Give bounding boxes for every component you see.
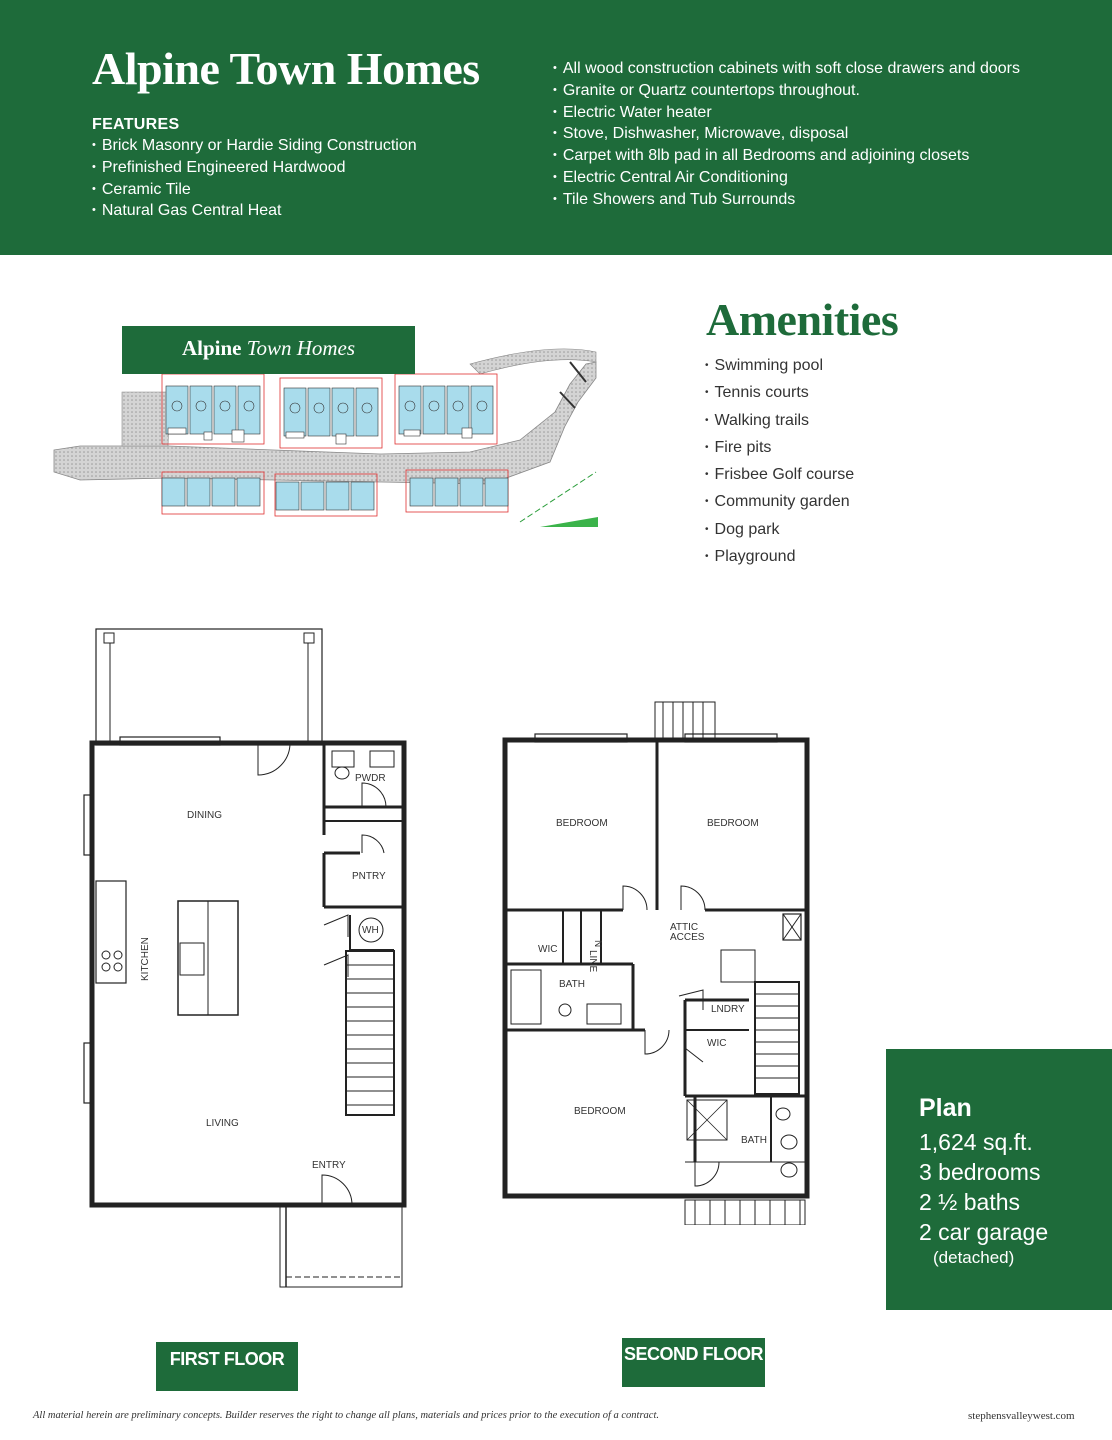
room-label-pntry: PNTRY bbox=[352, 871, 386, 882]
feature-item: • Carpet with 8lb pad in all Bedrooms and adjoining closets bbox=[553, 145, 1020, 167]
page-title: Alpine Town Homes bbox=[92, 43, 480, 94]
amenity-item: • Playground bbox=[705, 543, 854, 570]
room-label-kitchen: KITCHEN bbox=[140, 937, 151, 981]
room-label-bedroom-2: BEDROOM bbox=[707, 818, 759, 829]
feature-item: • All wood construction cabinets with soft close drawers and doors bbox=[553, 58, 1020, 80]
room-label-bath-2: BATH bbox=[741, 1135, 767, 1146]
first-floor-label: FIRST FLOOR bbox=[156, 1342, 298, 1391]
features-list bbox=[92, 135, 417, 222]
amenity-item: • Frisbee Golf course bbox=[705, 461, 854, 488]
amenities-title: Amenities bbox=[706, 294, 899, 345]
room-label-attic: ATTIC bbox=[670, 922, 699, 933]
site-plan-title-word-1: Alpine bbox=[181, 336, 242, 360]
site-plan-banner bbox=[122, 326, 415, 374]
plan-title: Plan bbox=[919, 1094, 972, 1122]
feature-item: • Natural Gas Central Heat bbox=[92, 200, 417, 222]
room-label-bedroom-3: BEDROOM bbox=[574, 1106, 626, 1117]
feature-item: • Stove, Dishwasher, Microwave, disposal bbox=[553, 123, 1020, 145]
features-label: FEATURES bbox=[92, 116, 180, 133]
amenity-item: • Dog park bbox=[705, 516, 854, 543]
room-label-lndry: LNDRY bbox=[711, 1004, 745, 1015]
site-plan-title bbox=[122, 336, 415, 361]
disclaimer-text: All material herein are preliminary concepts. Builder reserves the right to change all plans, materials and prices prior to the execution of a contract. bbox=[33, 1410, 660, 1421]
room-label-bath-1: BATH bbox=[559, 979, 585, 990]
feature-item: • Electric Water heater bbox=[553, 102, 1020, 124]
room-label-dining: DINING bbox=[187, 810, 222, 821]
website-link[interactable]: stephensvalleywest.com bbox=[968, 1410, 1075, 1422]
features-list-right bbox=[553, 58, 1020, 211]
room-label-entry: ENTRY bbox=[312, 1160, 346, 1171]
second-floor-label: SECOND FLOOR bbox=[622, 1338, 765, 1387]
plan-garage-note: (detached) bbox=[933, 1248, 1015, 1267]
amenities-list bbox=[705, 352, 854, 570]
feature-item: • Electric Central Air Conditioning bbox=[553, 167, 1020, 189]
amenity-item: • Community garden bbox=[705, 488, 854, 515]
room-label-pwdr: PWDR bbox=[355, 773, 386, 784]
site-plan-title-word-2: Town Homes bbox=[246, 336, 356, 360]
amenity-item: • Tennis courts bbox=[705, 379, 854, 406]
feature-item: • Brick Masonry or Hardie Siding Construction bbox=[92, 135, 417, 157]
feature-item: • Granite or Quartz countertops throughout. bbox=[553, 80, 1020, 102]
feature-item: • Ceramic Tile bbox=[92, 179, 417, 201]
room-label-living: LIVING bbox=[206, 1118, 239, 1129]
first-floor-plan bbox=[80, 625, 415, 1295]
amenity-item: • Swimming pool bbox=[705, 352, 854, 379]
room-label-wic-2: WIC bbox=[707, 1038, 727, 1049]
room-label-bedroom-1: BEDROOM bbox=[556, 818, 608, 829]
amenity-item: • Walking trails bbox=[705, 407, 854, 434]
room-label-n: N bbox=[592, 940, 603, 948]
room-label-wh: WH bbox=[362, 925, 379, 936]
room-label-wic-1: WIC bbox=[538, 944, 558, 955]
amenity-item: • Fire pits bbox=[705, 434, 854, 461]
second-floor-plan bbox=[495, 700, 825, 1225]
room-label-line: LINE bbox=[587, 950, 598, 973]
feature-item: • Tile Showers and Tub Surrounds bbox=[553, 189, 1020, 211]
header-banner bbox=[0, 0, 1112, 255]
room-label-attic-access: ACCES bbox=[670, 932, 705, 943]
plan-garage: 2 car garage bbox=[919, 1219, 1049, 1245]
plan-sqft: 1,624 sq.ft. bbox=[919, 1129, 1033, 1155]
feature-item: • Prefinished Engineered Hardwood bbox=[92, 157, 417, 179]
plan-bedrooms: 3 bedrooms bbox=[919, 1159, 1041, 1185]
plan-baths: 2 ½ baths bbox=[919, 1189, 1021, 1215]
